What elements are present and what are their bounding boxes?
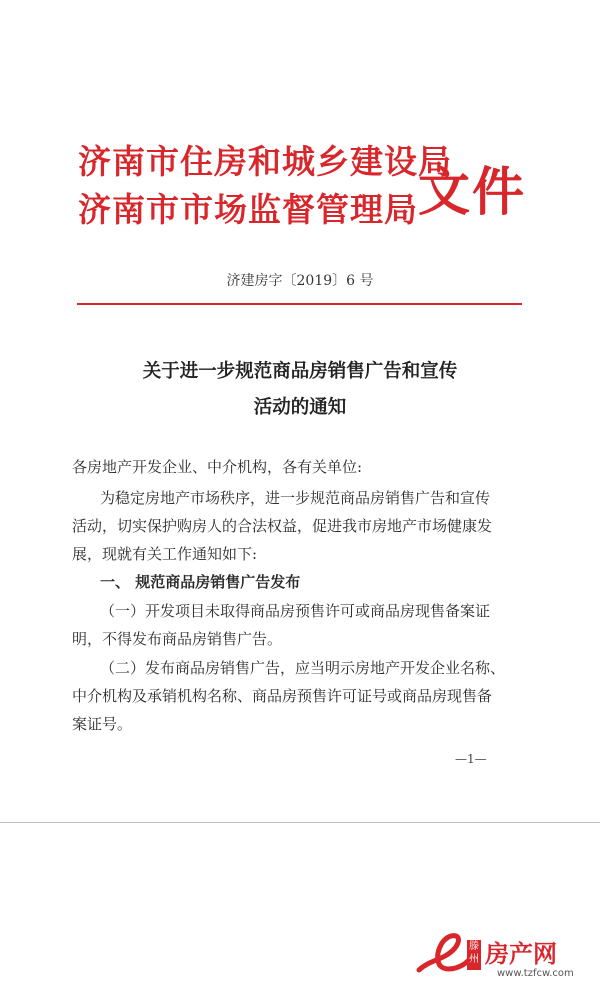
swoosh-logo-icon (415, 930, 471, 976)
page-number: —1— (455, 752, 487, 766)
issuer-line-1: 济南市住房和城乡建设局 (78, 142, 452, 181)
document-number: 济建房字〔2019〕6 号 (226, 273, 374, 289)
item-2-line-3: 案证号。 (72, 715, 133, 733)
notice-title-line-2: 活动的通知 (253, 397, 347, 418)
red-divider (77, 303, 522, 305)
watermark-url: www.tzfcw.com (497, 968, 574, 979)
addressee: 各房地产开发企业、中介机构，各有关单位: (72, 458, 363, 476)
item-1-line-1: （一）开发项目未取得商品房预售许可或商品房现售备案证 (100, 602, 491, 620)
issuer-line-2: 济南市市场监督管理局 (78, 190, 418, 229)
watermark-city: 滕州 (467, 940, 481, 970)
section-1-heading: 一、 规范商品房销售广告发布 (100, 573, 301, 591)
intro-line-2: 活动，切实保护购房人的合法权益，促进我市房地产市场健康发 (72, 517, 493, 535)
intro-line-3: 展，现就有关工作通知如下: (72, 545, 258, 563)
document-header (78, 132, 527, 232)
watermark-brand: 房产网 (485, 940, 557, 968)
site-watermark (415, 928, 595, 984)
item-2-line-2: 中介机构及承销机构名称、商品房预售许可证号或商品房现售备 (72, 687, 493, 705)
item-2-line-1: （二）发布商品房销售广告，应当明示房地产开发企业名称、 (100, 659, 506, 677)
notice-title-line-1: 关于进一步规范商品房销售广告和宣传 (142, 361, 458, 382)
item-1-line-2: 明，不得发布商品房销售广告。 (72, 630, 283, 648)
page-divider (0, 822, 600, 823)
intro-line-1: 为稳定房地产市场秩序，进一步规范商品房销售广告和宣传 (100, 489, 491, 507)
document-type-label: 文件 (418, 162, 527, 223)
